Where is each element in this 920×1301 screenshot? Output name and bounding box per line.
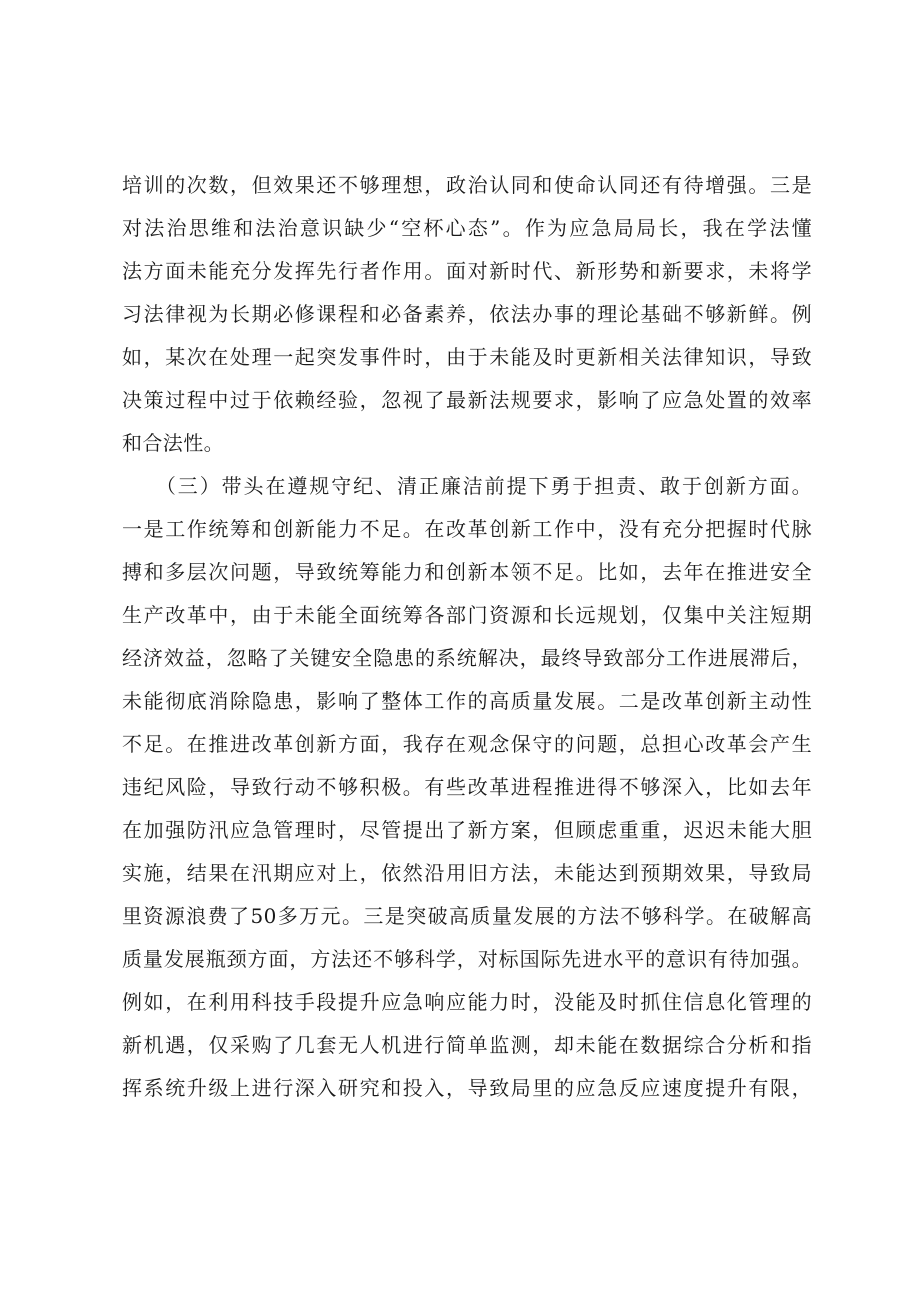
text-line: 不足。在推进改革创新方面，我存在观念保守的问题，总担心改革会产生 <box>122 732 812 756</box>
body-text <box>122 164 812 1110</box>
text-line: 例如，在利用科技手段提升应急响应能力时，没能及时抓住信息化管理的 <box>122 990 812 1014</box>
text-line: 习法律视为长期必修课程和必备素养，依法办事的理论基础不够新鲜。例 <box>122 302 812 326</box>
text-line: 违纪风险，导致行动不够积极。有些改革进程推进得不够深入，比如去年 <box>122 775 812 799</box>
text-line: 对法治思维和法治意识缺少“空杯心态”。作为应急局局长，我在学法懂 <box>122 216 812 240</box>
text-line: 如，某次在处理一起突发事件时，由于未能及时更新相关法律知识，导致 <box>122 345 812 369</box>
text-line: 挥系统升级上进行深入研究和投入，导致局里的应急反应速度提升有限， <box>122 1076 812 1100</box>
text-line: 实施，结果在汛期应对上，依然沿用旧方法，未能达到预期效果，导致局 <box>122 861 812 885</box>
text-line: 质量发展瓶颈方面，方法还不够科学，对标国际先进水平的意识有待加强。 <box>122 947 812 971</box>
text-line: 新机遇，仅采购了几套无人机进行简单监测，却未能在数据综合分析和指 <box>122 1033 812 1057</box>
text-line: 法方面未能充分发挥先行者作用。面对新时代、新形势和新要求，未将学 <box>122 259 812 283</box>
text-line: 生产改革中，由于未能全面统筹各部门资源和长远规划，仅集中关注短期 <box>122 603 812 627</box>
text-line: （三）带头在遵规守纪、清正廉洁前提下勇于担责、敢于创新方面。 <box>122 474 812 498</box>
text-line: 经济效益，忽略了关键安全隐患的系统解决，最终导致部分工作进展滞后， <box>122 646 812 670</box>
text-line: 未能彻底消除隐患，影响了整体工作的高质量发展。二是改革创新主动性 <box>122 689 812 713</box>
text-line: 决策过程中过于依赖经验，忽视了最新法规要求，影响了应急处置的效率 <box>122 388 812 412</box>
text-line: 一是工作统筹和创新能力不足。在改革创新工作中，没有充分把握时代脉 <box>122 517 812 541</box>
text-line: 培训的次数，但效果还不够理想，政治认同和使命认同还有待增强。三是 <box>122 173 812 197</box>
text-line: 和合法性。 <box>122 431 224 455</box>
text-line: 在加强防汛应急管理时，尽管提出了新方案，但顾虑重重，迟迟未能大胆 <box>122 818 812 842</box>
text-line: 里资源浪费了50多万元。三是突破高质量发展的方法不够科学。在破解高 <box>122 904 812 928</box>
text-line: 搏和多层次问题，导致统筹能力和创新本领不足。比如，去年在推进安全 <box>122 560 812 584</box>
